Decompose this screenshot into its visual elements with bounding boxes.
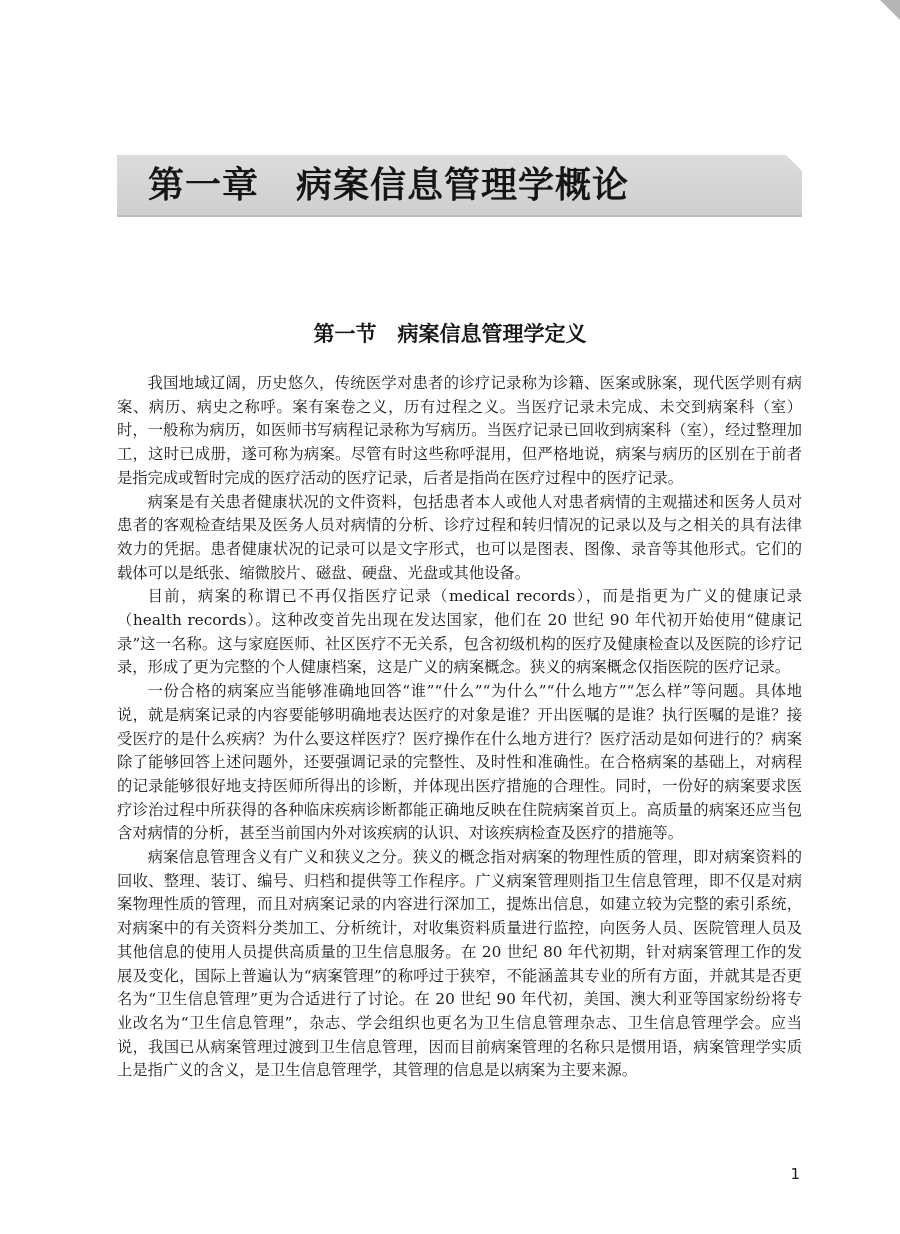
- paragraph: 病案是有关患者健康状况的文件资料，包括患者本人或他人对患者病情的主观描述和医务人员对患者的客观检查结果及医务人员对病情的分析、诊疗过程和转归情况的记录以及与之相关的具有法律效力的凭据。患者健康状况的记录可以是文字形式，也可以是图表、图像、录音等其他形式。它们的载体可以是纸张、缩微胶片、磁盘、硬盘、光盘或其他设备。: [117, 492, 802, 582]
- paragraph: 病案信息管理含义有广义和狭义之分。狭义的概念指对病案的物理性质的管理，即对病案资料的回收、整理、装订、编号、归档和提供等工作程序。广义病案管理则指卫生信息管理，即不仅是对病案物理性质的管理，而且对病案记录的内容进行深加工，提炼出信息，如建立较为完整的索引系统，对病案中的有关资料分类加工、分析统计，对收集资料质量进行监控，向医务人员、医院管理人员及其他信息的使用人员提供高质量的卫生信息服务。在 20 世纪 80 年代初期，针对病案管理工作的发展及变化，国际上普遍认为“病案管理”的称呼过于狭窄，不能涵盖其专业的所有方面，并就其是否更名为“卫生信息管理”更为合适进行了讨论。在 20 世纪 90 年代初，美国、澳大利亚等国家纷纷将专业改名为“卫生信息管理”，杂志、学会组织也更名为卫生信息管理杂志、卫生信息管理学会。应当说，我国已从病案管理过渡到卫生信息管理，因而目前病案管理的名称只是惯用语，病案管理学实质上是指广义的含义，是卫生信息管理学，其管理的信息是以病案为主要来源。: [117, 848, 802, 1080]
- body-text: [117, 372, 802, 1083]
- chapter-title: 第一章 病案信息管理学概论: [148, 165, 630, 206]
- section-title: 第一节 病案信息管理学定义: [313, 322, 587, 346]
- paragraph: 我国地域辽阔，历史悠久，传统医学对患者的诊疗记录称为诊籍、医案或脉案，现代医学则有病案、病历、病史之称呼。案有案卷之义，历有过程之义。当医疗记录未完成、未交到病案科（室）时，一般称为病历，如医师书写病程记录称为写病历。当医疗记录已回收到病案科（室），经过整理加工，这时已成册，遂可称为病案。尽管有时这些称呼混用，但严格地说，病案与病历的区别在于前者是指完成或暂时完成的医疗活动的医疗记录，后者是指尚在医疗过程中的医疗记录。: [117, 374, 802, 487]
- paragraph: 目前，病案的称谓已不再仅指医疗记录（medical records），而是指更为广义的健康记录（health records）。这种改变首先出现在发达国家，他们在 20 世纪 90 年代初开始使用“健康记录”这一名称。这与家庭医师、社区医疗不无关系，包含初级机构的医疗及健康检查以及医院的诊疗记录，形成了更为完整的个人健康档案，这是广义的病案概念。狭义的病案概念仅指医院的医疗记录。: [117, 587, 802, 677]
- paragraph: 一份合格的病案应当能够准确地回答“谁”“什么”“为什么”“什么地方”“怎么样”等问题。具体地说，就是病案记录的内容要能够明确地表达医疗的对象是谁？开出医嘱的是谁？执行医嘱的是谁？接受医疗的是什么疾病？为什么要这样医疗？医疗操作在什么地方进行？医疗活动是如何进行的？病案除了能够回答上述问题外，还要强调记录的完整性、及时性和准确性。在合格病案的基础上，对病程的记录能够很好地支持医师所得出的诊断，并体现出医疗措施的合理性。同时，一份好的病案要求医疗诊治过程中所获得的各种临床疾病诊断都能正确地反映在住院病案首页上。高质量的病案还应当包含对病情的分析，甚至当前国内外对该疾病的认识、对该疾病检查及医疗的措施等。: [117, 682, 802, 843]
- page-corner-fold: [880, 0, 900, 20]
- page-number: 1: [790, 1165, 800, 1183]
